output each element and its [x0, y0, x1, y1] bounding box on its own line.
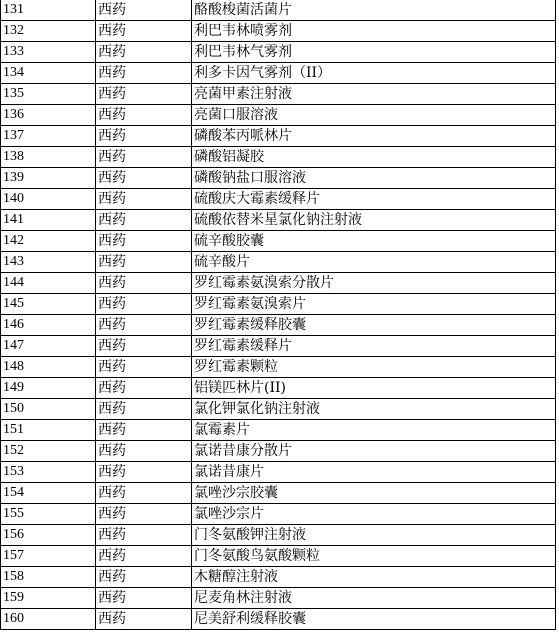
drug-name-cell: 罗红霉素缓释胶囊 — [192, 315, 556, 336]
row-number-cell: 155 — [1, 504, 96, 525]
drug-name-cell: 氯诺昔康分散片 — [192, 441, 556, 462]
row-number-cell: 138 — [1, 147, 96, 168]
row-number-cell: 131 — [1, 0, 96, 21]
row-number-cell: 148 — [1, 357, 96, 378]
row-number-cell: 141 — [1, 210, 96, 231]
row-number-cell: 151 — [1, 420, 96, 441]
table-body — [1, 0, 556, 630]
drug-type-cell: 西药 — [96, 420, 192, 441]
table-row — [1, 252, 556, 273]
table-row — [1, 420, 556, 441]
drug-type-cell: 西药 — [96, 147, 192, 168]
drug-name-cell: 氯化钾氯化钠注射液 — [192, 399, 556, 420]
drug-type-cell: 西药 — [96, 483, 192, 504]
drug-name-cell: 硫辛酸片 — [192, 252, 556, 273]
row-number-cell: 143 — [1, 252, 96, 273]
table-row — [1, 462, 556, 483]
drug-type-cell: 西药 — [96, 546, 192, 567]
row-number-cell: 133 — [1, 42, 96, 63]
table-row — [1, 525, 556, 546]
drug-name-cell: 酪酸梭菌活菌片 — [192, 0, 556, 21]
table-row — [1, 441, 556, 462]
drug-name-cell: 磷酸苯丙哌林片 — [192, 126, 556, 147]
drug-name-cell: 罗红霉素氨溴索分散片 — [192, 273, 556, 294]
row-number-cell: 153 — [1, 462, 96, 483]
drug-name-cell: 磷酸钠盐口服溶液 — [192, 168, 556, 189]
table-row — [1, 231, 556, 252]
drug-name-cell: 尼美舒利缓释胶囊 — [192, 609, 556, 630]
drug-type-cell: 西药 — [96, 609, 192, 630]
table-row — [1, 357, 556, 378]
table-row — [1, 105, 556, 126]
drug-name-cell: 铝镁匹林片(II) — [192, 378, 556, 399]
row-number-cell: 136 — [1, 105, 96, 126]
drug-type-cell: 西药 — [96, 462, 192, 483]
drug-type-cell: 西药 — [96, 441, 192, 462]
row-number-cell: 156 — [1, 525, 96, 546]
drug-type-cell: 西药 — [96, 273, 192, 294]
drug-type-cell: 西药 — [96, 168, 192, 189]
drug-name-cell: 利巴韦林气雾剂 — [192, 42, 556, 63]
drug-type-cell: 西药 — [96, 231, 192, 252]
drug-type-cell: 西药 — [96, 567, 192, 588]
table-row — [1, 273, 556, 294]
table-row — [1, 483, 556, 504]
drug-type-cell: 西药 — [96, 315, 192, 336]
drug-name-cell: 亮菌甲素注射液 — [192, 84, 556, 105]
drug-type-cell: 西药 — [96, 588, 192, 609]
row-number-cell: 154 — [1, 483, 96, 504]
row-number-cell: 147 — [1, 336, 96, 357]
drug-name-cell: 磷酸铝凝胶 — [192, 147, 556, 168]
row-number-cell: 160 — [1, 609, 96, 630]
table-row — [1, 546, 556, 567]
row-number-cell: 135 — [1, 84, 96, 105]
table-row — [1, 588, 556, 609]
table-row — [1, 0, 556, 21]
drug-name-cell: 利多卡因气雾剂（II） — [192, 63, 556, 84]
drug-name-cell: 硫辛酸胶囊 — [192, 231, 556, 252]
table-row — [1, 42, 556, 63]
drug-type-cell: 西药 — [96, 294, 192, 315]
table-row — [1, 294, 556, 315]
row-number-cell: 159 — [1, 588, 96, 609]
drug-name-cell: 门冬氨酸钾注射液 — [192, 525, 556, 546]
drug-type-cell: 西药 — [96, 252, 192, 273]
table-row — [1, 84, 556, 105]
row-number-cell: 137 — [1, 126, 96, 147]
row-number-cell: 139 — [1, 168, 96, 189]
drug-name-cell: 木糖醇注射液 — [192, 567, 556, 588]
row-number-cell: 145 — [1, 294, 96, 315]
table-row — [1, 315, 556, 336]
drug-name-cell: 尼麦角林注射液 — [192, 588, 556, 609]
drug-name-cell: 氯霉素片 — [192, 420, 556, 441]
table-row — [1, 567, 556, 588]
row-number-cell: 146 — [1, 315, 96, 336]
drug-name-cell: 硫酸庆大霉素缓释片 — [192, 189, 556, 210]
row-number-cell: 132 — [1, 21, 96, 42]
drug-type-cell: 西药 — [96, 84, 192, 105]
drug-type-cell: 西药 — [96, 105, 192, 126]
drug-type-cell: 西药 — [96, 210, 192, 231]
drug-type-cell: 西药 — [96, 63, 192, 84]
table-row — [1, 63, 556, 84]
drug-type-cell: 西药 — [96, 525, 192, 546]
drug-type-cell: 西药 — [96, 126, 192, 147]
drug-type-cell: 西药 — [96, 357, 192, 378]
drug-type-cell: 西药 — [96, 0, 192, 21]
table-row — [1, 210, 556, 231]
drug-type-cell: 西药 — [96, 378, 192, 399]
row-number-cell: 134 — [1, 63, 96, 84]
drug-name-cell: 氯诺昔康片 — [192, 462, 556, 483]
drug-type-cell: 西药 — [96, 336, 192, 357]
drug-name-cell: 门冬氨酸鸟氨酸颗粒 — [192, 546, 556, 567]
drug-name-cell: 罗红霉素缓释片 — [192, 336, 556, 357]
drug-name-cell: 硫酸依替米星氯化钠注射液 — [192, 210, 556, 231]
table-row — [1, 504, 556, 525]
table-row — [1, 378, 556, 399]
drug-name-cell: 利巴韦林喷雾剂 — [192, 21, 556, 42]
table-row — [1, 189, 556, 210]
drug-name-cell: 亮菌口服溶液 — [192, 105, 556, 126]
drug-name-cell: 罗红霉素氨溴索片 — [192, 294, 556, 315]
drug-type-cell: 西药 — [96, 21, 192, 42]
row-number-cell: 149 — [1, 378, 96, 399]
drug-type-cell: 西药 — [96, 189, 192, 210]
drug-name-cell: 氯唑沙宗胶囊 — [192, 483, 556, 504]
drug-type-cell: 西药 — [96, 504, 192, 525]
row-number-cell: 150 — [1, 399, 96, 420]
row-number-cell: 152 — [1, 441, 96, 462]
row-number-cell: 142 — [1, 231, 96, 252]
row-number-cell: 157 — [1, 546, 96, 567]
table-row — [1, 336, 556, 357]
table-row — [1, 168, 556, 189]
row-number-cell: 140 — [1, 189, 96, 210]
drug-type-cell: 西药 — [96, 399, 192, 420]
row-number-cell: 158 — [1, 567, 96, 588]
table-row — [1, 126, 556, 147]
table-row — [1, 21, 556, 42]
table-row — [1, 147, 556, 168]
row-number-cell: 144 — [1, 273, 96, 294]
drug-type-cell: 西药 — [96, 42, 192, 63]
table-row — [1, 399, 556, 420]
drug-name-cell: 氯唑沙宗片 — [192, 504, 556, 525]
table-row — [1, 609, 556, 630]
drug-name-cell: 罗红霉素颗粒 — [192, 357, 556, 378]
